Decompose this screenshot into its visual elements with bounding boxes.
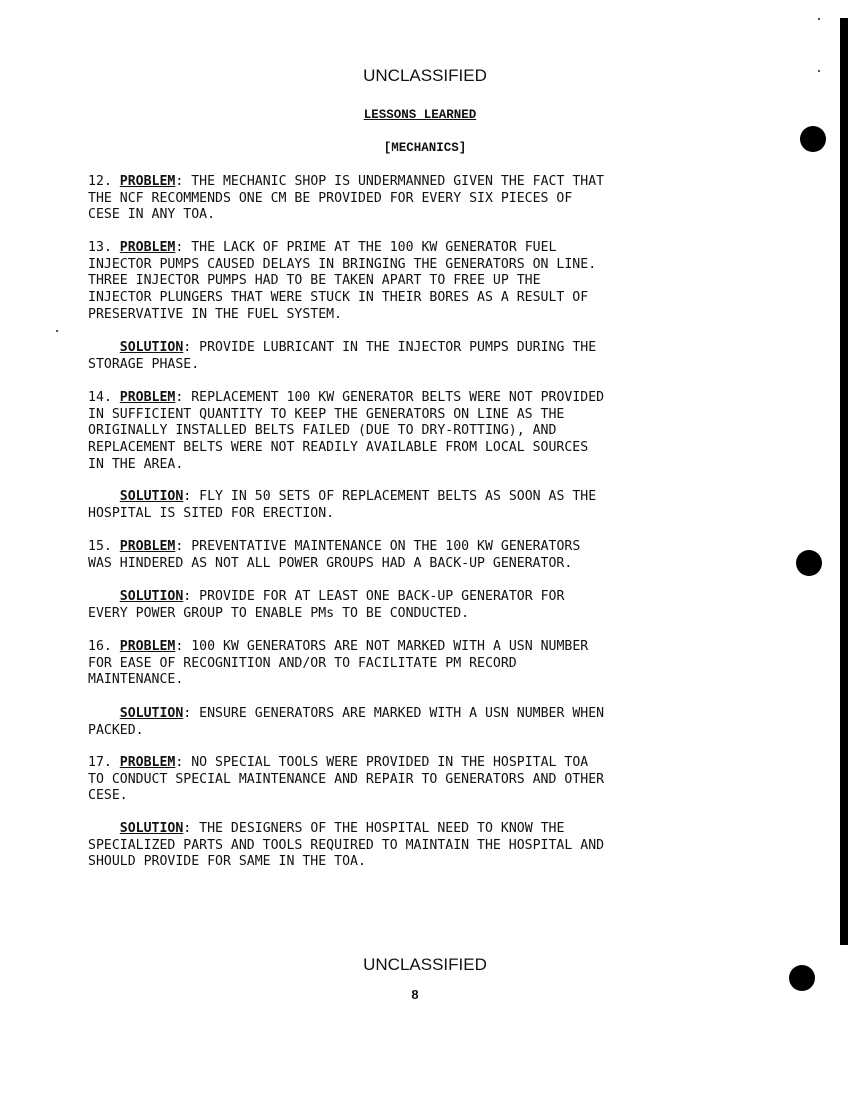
problem-label: PROBLEM — [119, 174, 176, 189]
scan-edge-bar — [840, 18, 848, 945]
item-number: 17. — [88, 755, 112, 770]
solution-text: : FLY IN 50 SETS OF REPLACEMENT BELTS AS SOON AS THE HOSPITAL IS SITED FOR ERECTION. — [88, 489, 597, 521]
solution-text: : PROVIDE LUBRICANT IN THE INJECTOR PUMPS DURING THE STORAGE PHASE. — [88, 340, 597, 372]
solution-text: : PROVIDE FOR AT LEAST ONE BACK-UP GENERATOR FOR EVERY POWER GROUP TO ENABLE PMs TO BE CONDUCTED. — [88, 589, 565, 621]
scan-speck — [56, 330, 58, 332]
problem-text: : PREVENTATIVE MAINTENANCE ON THE 100 KW GENERATORS WAS HINDERED AS NOT ALL POWER GROUPS HAD A BACK-UP GENERATOR. — [88, 539, 581, 571]
problem-paragraph-12 — [88, 174, 768, 224]
section-subtitle: [MECHANICS] — [383, 141, 467, 155]
solution-label: SOLUTION — [119, 821, 184, 836]
item-number: 14. — [88, 390, 112, 405]
solution-paragraph-13 — [88, 340, 768, 373]
problem-paragraph-15 — [88, 539, 768, 572]
punch-hole-icon — [796, 550, 822, 576]
problem-paragraph-16 — [88, 639, 768, 689]
solution-paragraph-15 — [88, 589, 768, 622]
solution-label: SOLUTION — [119, 706, 184, 721]
solution-label: SOLUTION — [119, 340, 184, 355]
problem-text: : 100 KW GENERATORS ARE NOT MARKED WITH A USN NUMBER FOR EASE OF RECOGNITION AND/OR TO FACILITATE PM RECORD MAINTENANCE. — [88, 639, 589, 688]
problem-label: PROBLEM — [119, 390, 176, 405]
problem-text: : REPLACEMENT 100 KW GENERATOR BELTS WERE NOT PROVIDED IN SUFFICIENT QUANTITY TO KEEP THE GENERATORS ON LINE AS THE ORIGINALLY INSTALLED BELTS FAILED (DUE TO DRY-ROTTING), AND REPLACEMENT BELTS WERE NOT READILY AVAILABLE FROM LOCAL SOURCES IN THE AREA. — [88, 390, 605, 472]
item-number: 13. — [88, 240, 112, 255]
problem-paragraph-14 — [88, 390, 768, 474]
problem-label: PROBLEM — [119, 755, 176, 770]
page-number: 8 — [411, 987, 419, 1002]
scan-speck — [818, 18, 820, 20]
problem-text: : THE LACK OF PRIME AT THE 100 KW GENERATOR FUEL INJECTOR PUMPS CAUSED DELAYS IN BRINGING THE GENERATORS ON LINE. THREE INJECTOR PUMPS HAD TO BE TAKEN APART TO FREE UP THE INJECTOR PLUNGERS THAT WERE STUCK IN THEIR BORES AS A RESULT OF PRESERVATIVE IN THE FUEL SYSTEM. — [88, 240, 597, 322]
punch-hole-icon — [800, 126, 826, 152]
page-title: LESSONS LEARNED — [363, 108, 477, 122]
solution-paragraph-16 — [88, 706, 768, 739]
punch-hole-icon — [789, 965, 815, 991]
problem-label: PROBLEM — [119, 240, 176, 255]
classification-footer: UNCLASSIFIED — [363, 955, 487, 974]
solution-text: : THE DESIGNERS OF THE HOSPITAL NEED TO KNOW THE SPECIALIZED PARTS AND TOOLS REQUIRED TO MAINTAIN THE HOSPITAL AND SHOULD PROVIDE FOR SAME IN THE TOA. — [88, 821, 605, 870]
problem-text: : THE MECHANIC SHOP IS UNDERMANNED GIVEN THE FACT THAT THE NCF RECOMMENDS ONE CM BE PROVIDED FOR EVERY SIX PIECES OF CESE IN ANY TOA. — [88, 174, 605, 223]
problem-paragraph-17 — [88, 755, 768, 805]
solution-label: SOLUTION — [119, 589, 184, 604]
item-number: 16. — [88, 639, 112, 654]
classification-header: UNCLASSIFIED — [363, 66, 487, 85]
problem-label: PROBLEM — [119, 639, 176, 654]
solution-paragraph-17 — [88, 821, 768, 871]
scan-speck — [818, 70, 820, 72]
problem-label: PROBLEM — [119, 539, 176, 554]
item-number: 15. — [88, 539, 112, 554]
problem-paragraph-13 — [88, 240, 768, 324]
solution-paragraph-14 — [88, 489, 768, 522]
solution-text: : ENSURE GENERATORS ARE MARKED WITH A USN NUMBER WHEN PACKED. — [88, 706, 605, 738]
item-number: 12. — [88, 174, 112, 189]
solution-label: SOLUTION — [119, 489, 184, 504]
problem-text: : NO SPECIAL TOOLS WERE PROVIDED IN THE HOSPITAL TOA TO CONDUCT SPECIAL MAINTENANCE AND REPAIR TO GENERATORS AND OTHER CESE. — [88, 755, 605, 804]
